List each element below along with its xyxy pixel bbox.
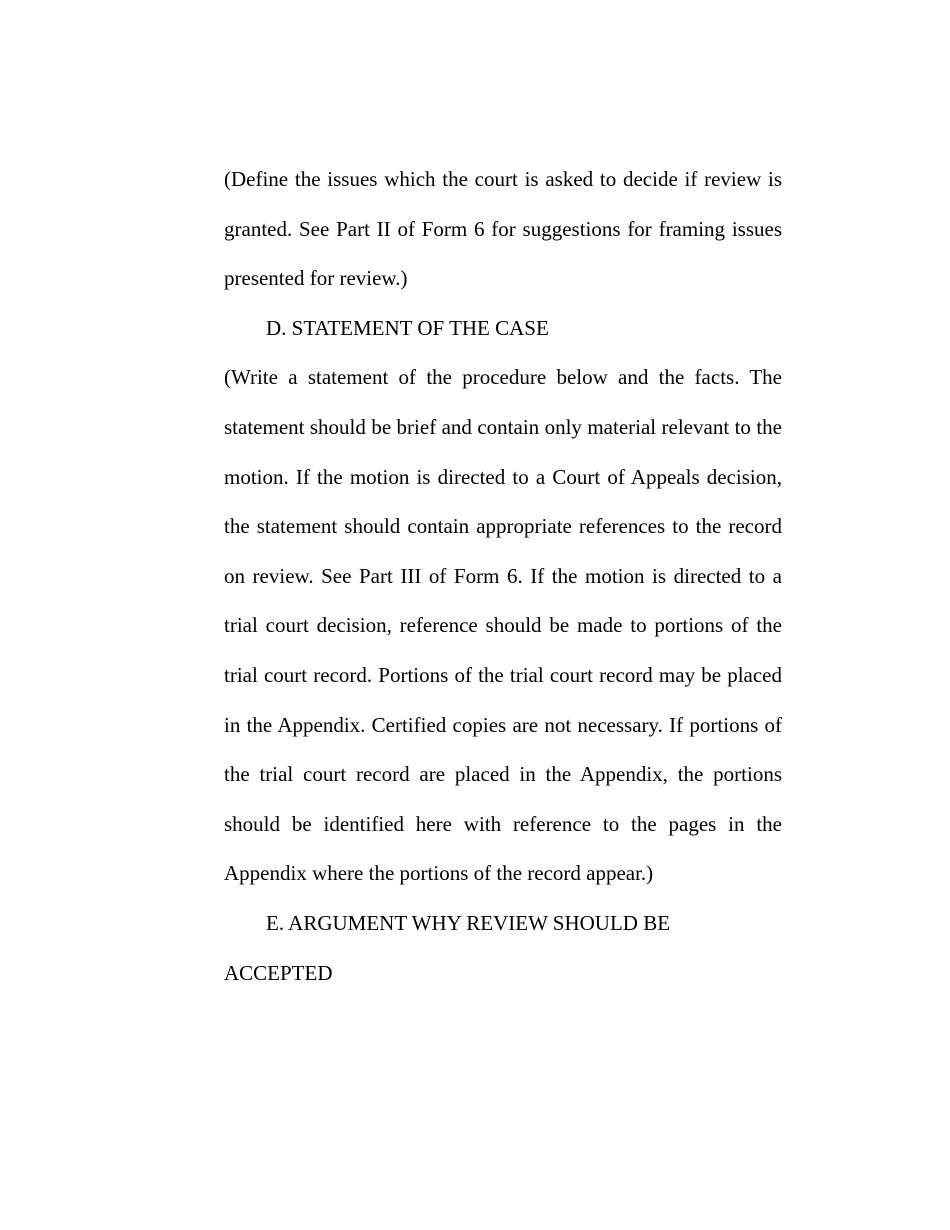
section-e-heading-line2: ACCEPTED: [224, 960, 333, 985]
page-content: [224, 155, 782, 998]
section-e-heading-line1: E. ARGUMENT WHY REVIEW SHOULD BE: [266, 910, 671, 935]
section-e-heading: [224, 899, 782, 998]
issues-note-paragraph: (Define the issues which the court is asked to decide if review is granted. See Part II of Form 6 for suggestions for framing issues presented for review.): [224, 167, 782, 291]
section-d-body-paragraph: (Write a statement of the procedure below and the facts. The statement should be brief and contain only material relevant to the motion. If the motion is directed to a Court of Appeals decision, the statement should contain appropriate references to the record on review. See Part III of Form 6. If the motion is directed to a trial court decision, reference should be made to portions of the trial court record. Portions of the trial court record may be placed in the Appendix. Certified copies are not necessary. If portions of the trial court record are placed in the Appendix, the portions should be identified here with reference to the pages in the Appendix where the portions of the record appear.): [224, 365, 782, 886]
section-d-heading: D. STATEMENT OF THE CASE: [266, 315, 549, 340]
